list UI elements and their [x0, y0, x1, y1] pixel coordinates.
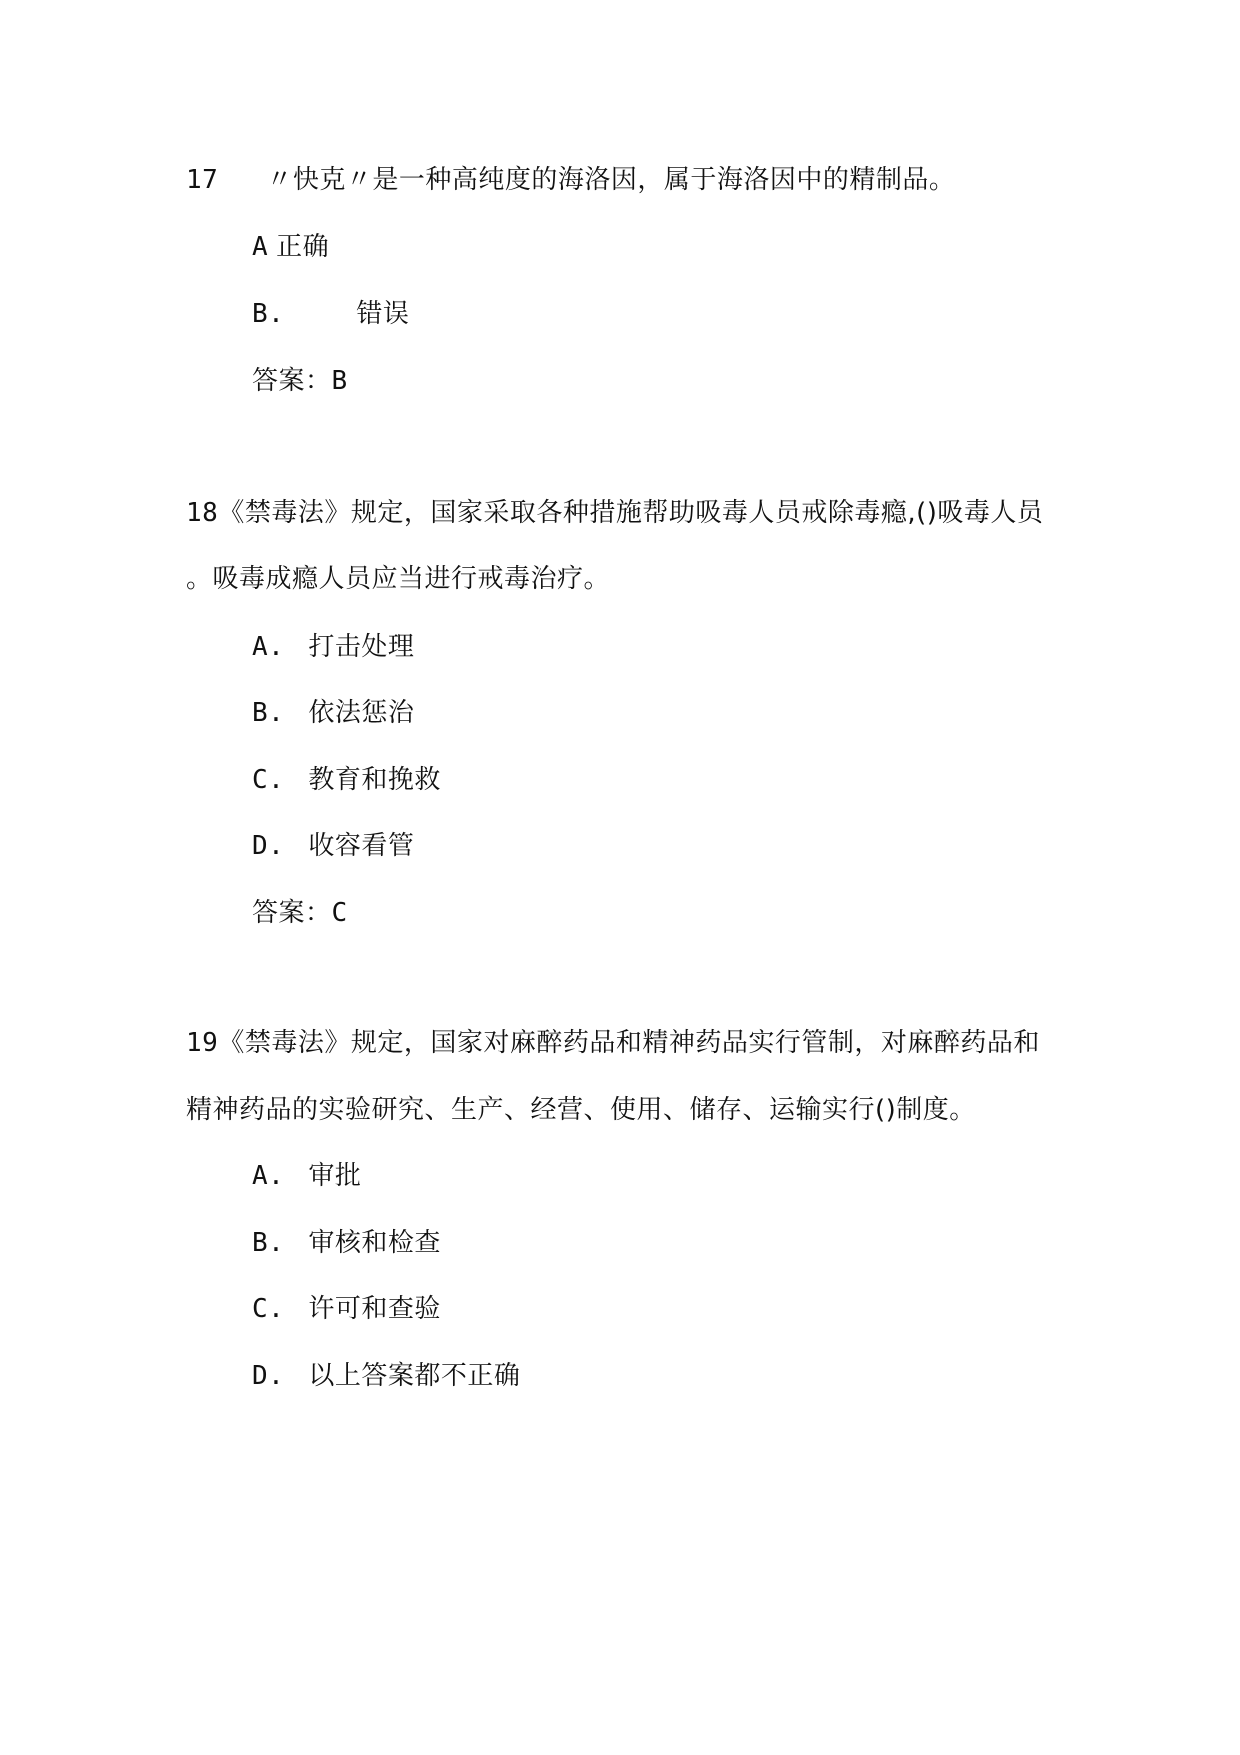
answer-label: 答案：	[252, 898, 332, 928]
question-18-option-b	[252, 696, 414, 730]
option-text: 许可和查验	[308, 1294, 441, 1324]
option-text: 教育和挽救	[308, 765, 441, 795]
option-letter: C.	[252, 1294, 285, 1324]
option-text: 错误	[356, 299, 410, 329]
question-18-option-a	[252, 630, 414, 664]
question-19-line-2	[186, 1093, 976, 1127]
answer-label: 答案：	[252, 366, 332, 396]
question-17-option-b	[252, 297, 409, 331]
question-17-answer	[252, 364, 348, 398]
option-letter: B.	[252, 698, 285, 728]
question-18-option-c	[252, 763, 441, 797]
question-19-line-1	[186, 1026, 1040, 1060]
question-18-option-d	[252, 829, 414, 863]
option-letter: D.	[252, 831, 285, 861]
option-letter: A.	[252, 1161, 285, 1191]
question-number: 18	[186, 498, 219, 528]
question-text: 精神药品的实验研究、生产、经营、使用、储存、运输实行()制度。	[186, 1095, 976, 1125]
question-18-answer	[252, 896, 348, 930]
option-letter: D.	[252, 1361, 285, 1391]
option-text: 打击处理	[308, 632, 415, 662]
option-text: 审批	[308, 1161, 362, 1191]
question-number: 17	[186, 165, 219, 195]
option-text: 以上答案都不正确	[308, 1361, 521, 1391]
option-text: 依法惩治	[308, 698, 415, 728]
option-text: 正确	[276, 232, 330, 262]
question-text: 。吸毒成瘾人员应当进行戒毒治疗。	[186, 564, 611, 594]
question-number: 19	[186, 1028, 219, 1058]
option-letter: C.	[252, 765, 285, 795]
option-letter: A.	[252, 632, 285, 662]
question-19-option-a	[252, 1159, 361, 1193]
question-text: 〃快克〃是一种高纯度的海洛因，属于海洛因中的精制品。	[266, 165, 956, 195]
answer-value: C	[331, 898, 348, 928]
question-text: 《禁毒法》规定，国家采取各种措施帮助吸毒人员戒除毒瘾,()吸毒人员	[218, 498, 1044, 528]
question-17-line-1	[186, 163, 955, 197]
answer-value: B	[331, 366, 348, 396]
option-letter: B.	[252, 1228, 285, 1258]
option-text: 收容看管	[308, 831, 415, 861]
option-letter: A	[252, 232, 269, 262]
question-text: 《禁毒法》规定，国家对麻醉药品和精神药品实行管制，对麻醉药品和	[218, 1028, 1040, 1058]
question-19-option-c	[252, 1292, 441, 1326]
question-18-line-2	[186, 562, 610, 596]
question-19-option-d	[252, 1359, 520, 1393]
question-17-option-a	[252, 230, 329, 264]
question-19-option-b	[252, 1226, 441, 1260]
question-18-line-1	[186, 496, 1043, 530]
option-letter: B.	[252, 299, 285, 329]
option-text: 审核和检查	[308, 1228, 441, 1258]
